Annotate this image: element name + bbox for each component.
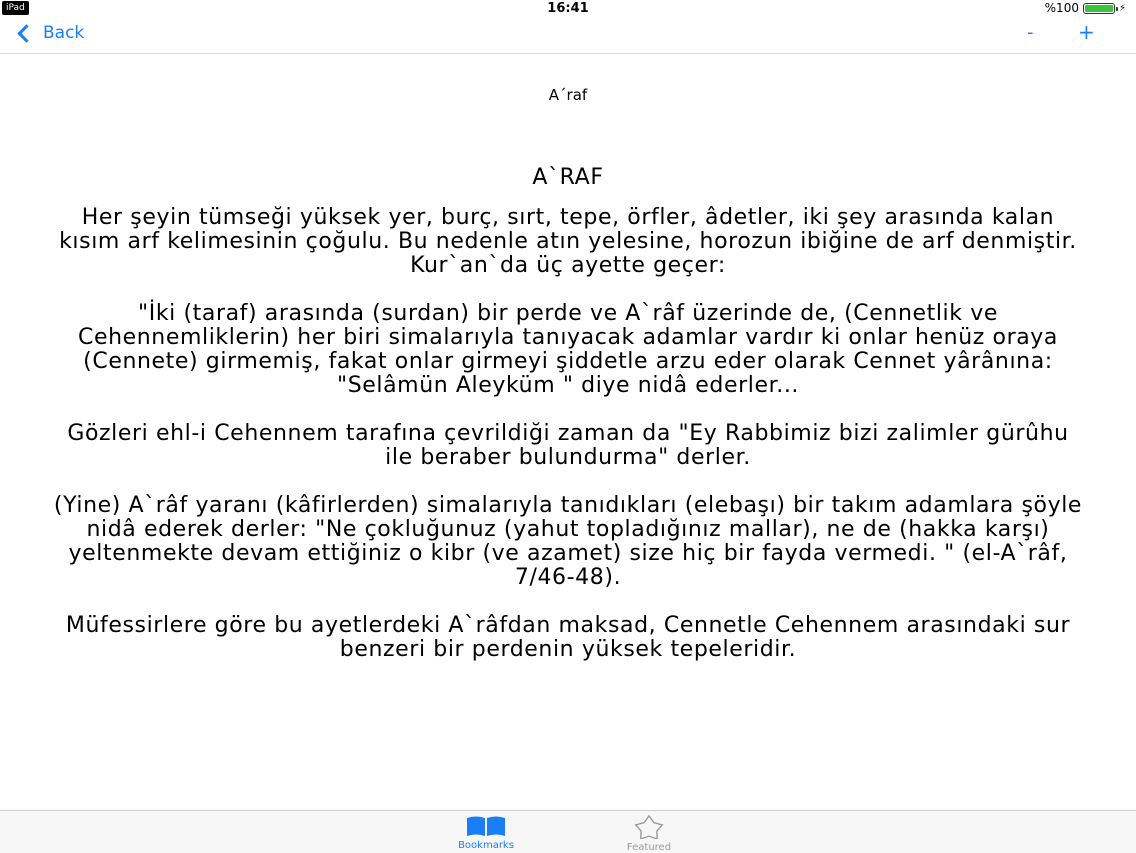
tab-bookmarks[interactable] xyxy=(436,815,536,851)
device-label: iPad xyxy=(2,1,29,15)
article-paragraph: Gözleri ehl-i Cehennem tarafına çevrildiği zaman da "Ey Rabbimiz bizi zalimler gürûhu ile beraber bulundurma" derler. xyxy=(67,421,1069,470)
status-time: 16:41 xyxy=(547,1,589,16)
back-button[interactable] xyxy=(16,23,84,43)
battery-icon xyxy=(1083,3,1115,14)
charging-icon: ⚡ xyxy=(1118,2,1126,14)
page-title: A´raf xyxy=(548,86,588,104)
nav-bar xyxy=(0,18,1136,54)
star-icon xyxy=(629,815,669,839)
chevron-left-icon xyxy=(17,24,35,42)
article-paragraph: (Yine) A`râf yaranı (kâfirlerden) simalarıyla tanıdıkları (elebaşı) bir takım adamlara şöyle nidâ ederek derler: "Ne çokluğunuz (yahut topladığınız mallar), ne de (hakka karşı) yeltenmekte devam ettiğiniz o kibr (ve azamet) size hiç bir fayda vermedi. " (el-A`râf, 7/46-48). xyxy=(53,493,1083,590)
book-icon xyxy=(465,815,507,837)
back-label: Back xyxy=(43,23,85,43)
tab-featured[interactable] xyxy=(599,815,699,853)
article-heading: A`RAF xyxy=(532,165,604,190)
tab-bookmarks-label: Bookmarks xyxy=(458,840,514,851)
article-paragraph: Müfessirlere göre bu ayetlerdeki A`râfdan maksad, Cennetle Cehennem arasındaki sur benzeri bir perdenin yüksek tepeleridir. xyxy=(65,613,1071,662)
content-scroll-area[interactable] xyxy=(0,54,1136,810)
tab-featured-label: Featured xyxy=(626,842,672,853)
article-paragraph: "İki (taraf) arasında (surdan) bir perde ve A`râf üzerinde de, (Cennetlik ve Cehennemliklerin) her biri simalarıyla tanıyacak adamlar vardır ki onlar henüz oraya (Cennete) girmemiş, fakat onlar girmeyi şiddetle arzu eder olarak Cennet yârânına: "Selâmün Aleyküm " diye nidâ ederler... xyxy=(77,301,1059,398)
battery-percent: %100 xyxy=(1044,1,1079,15)
battery-fill xyxy=(1085,5,1113,12)
status-bar xyxy=(0,0,1136,18)
article-paragraph: Her şeyin tümseği yüksek yer, burç, sırt, tepe, örfler, âdetler, iki şey arasında kalan kısım arf kelimesinin çoğulu. Bu nedenle atın yelesine, horozun ibiğine de arf denmiştir. Kur`an`da üç ayette geçer: xyxy=(59,205,1077,278)
status-right xyxy=(1045,1,1126,15)
article xyxy=(50,166,1086,686)
tab-bar xyxy=(0,810,1136,853)
zoom-out-button[interactable]: - xyxy=(1027,22,1034,43)
zoom-in-button[interactable]: + xyxy=(1078,20,1095,44)
